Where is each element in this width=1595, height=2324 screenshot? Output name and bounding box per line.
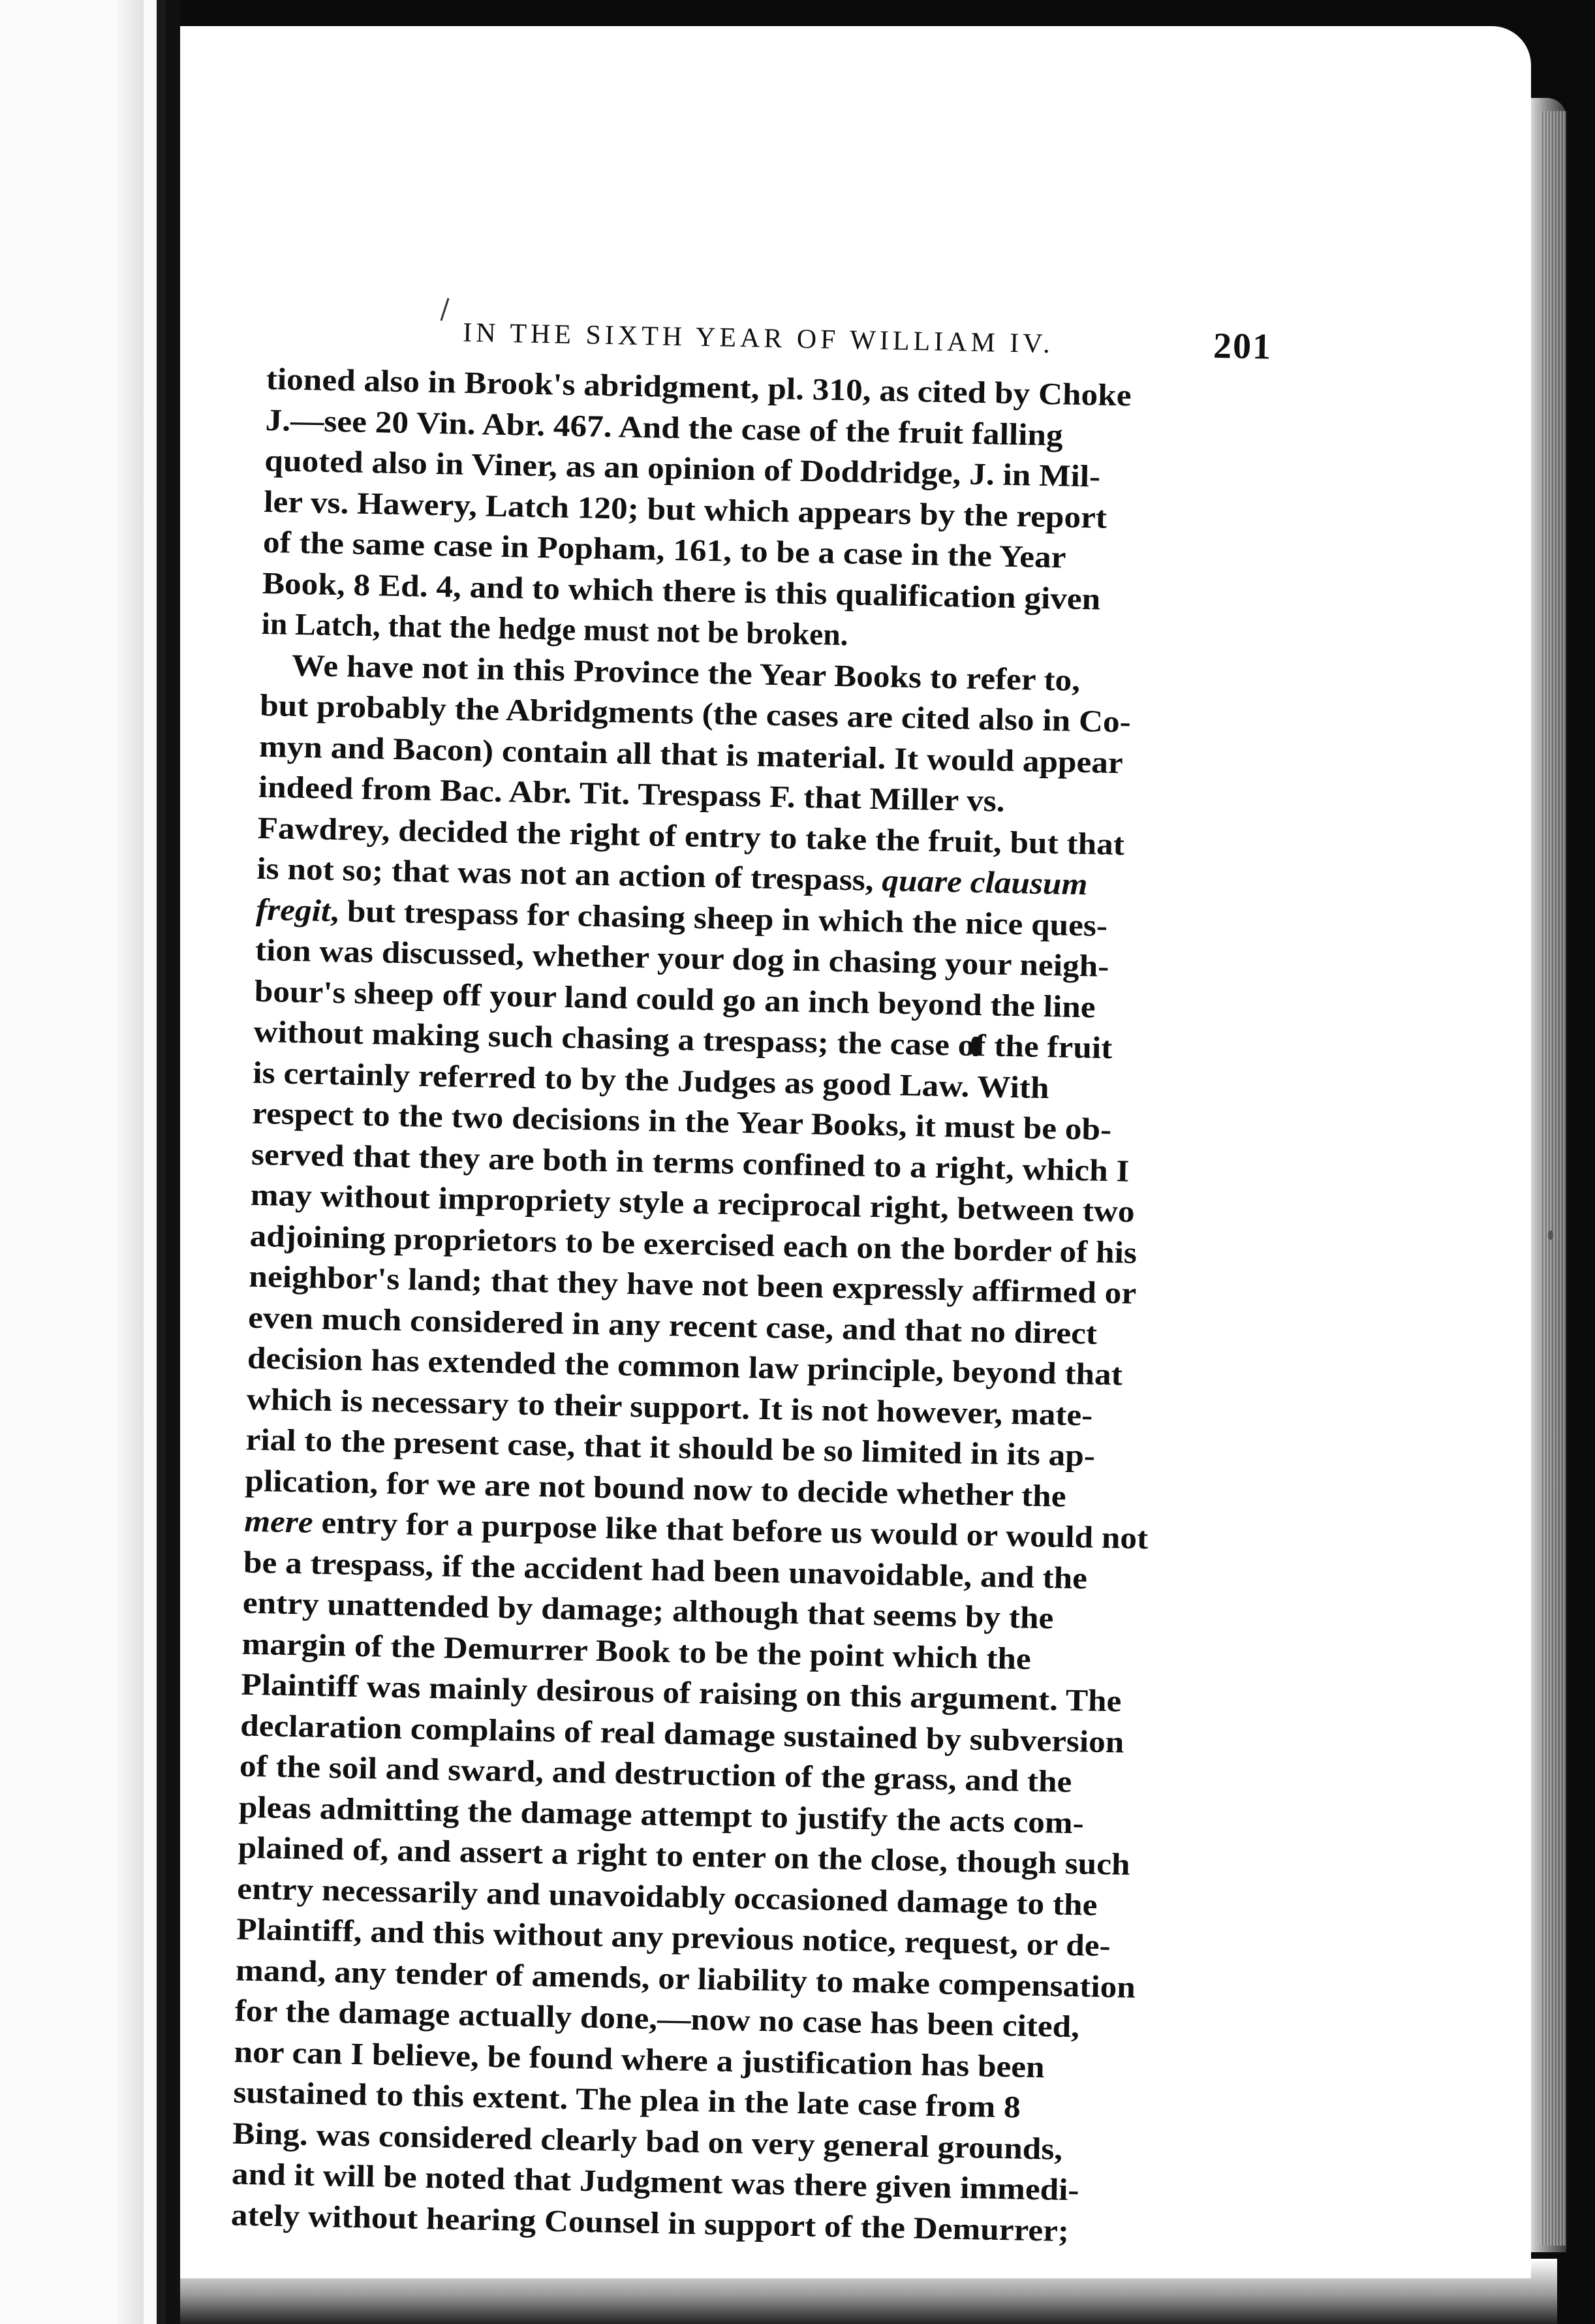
text-line: decision has extended the common law principle, beyond that: [247, 1341, 1123, 1392]
text-line: plication, for we are not bound now to decide whether the: [244, 1464, 1067, 1514]
text-line: Plaintiff, and this without any previous notice, request, or de-: [236, 1912, 1111, 1964]
text-line: indeed from Bac. Abr. Tit. Trespass F. that Miller vs.: [258, 770, 1006, 819]
text-line: tioned also in Brook's abridgment, pl. 310, as cited by Choke: [266, 362, 1132, 413]
text-line: margin of the Demurrer Book to be the point which the: [241, 1627, 1032, 1676]
text-line: neighbor's land; that they have not been expressly affirmed or: [248, 1259, 1137, 1311]
text-line: fregit, but trespass for chasing sheep in which the nice ques-: [255, 892, 1108, 943]
text-line: Plaintiff was mainly desirous of raising on this argument. The: [240, 1667, 1122, 1719]
text-line: plained of, and assert a right to enter on the close, though such: [238, 1830, 1131, 1882]
text-line: nor can I believe, be found where a justification has been: [234, 2035, 1045, 2084]
facing-page-shadow: [117, 0, 144, 2324]
text-line: pleas admitting the damage attempt to justify the acts com-: [238, 1790, 1085, 1840]
text-line: adjoining proprietors to be exercised each on the border of his: [249, 1219, 1138, 1270]
text-line: without making such chasing a trespass; the case of the fruit: [253, 1014, 1113, 1066]
text-line: Fawdrey, decided the right of entry to take the fruit, but that: [257, 811, 1125, 862]
text-line: mere entry for a purpose like that before us would or would not: [243, 1504, 1149, 1556]
text-line: ler vs. Hawery, Latch 120; but which appears by the report: [263, 484, 1107, 535]
text-line: of the soil and sward, and destruction of the grass, and the: [239, 1749, 1072, 1800]
text-line: declaration complains of real damage sustained by subversion: [240, 1708, 1124, 1760]
text-line: rial to the present case, that it should be so limited in its ap-: [245, 1422, 1096, 1473]
text-line: entry necessarily and unavoidably occasioned damage to the: [236, 1872, 1098, 1923]
text-line: myn and Bacon) contain all that is material. It would appear: [258, 729, 1124, 780]
text-line: Book, 8 Ed. 4, and to which there is this qualification given: [262, 566, 1101, 617]
text-line: entry unattended by damage; although that seems by the: [242, 1586, 1054, 1636]
text-line: of the same case in Popham, 161, to be a case in the Year: [262, 525, 1066, 575]
text-line: is not so; that was not an action of trespass, quare clausum: [256, 851, 1088, 902]
text-line: and it will be noted that Judgment was there given immedi-: [231, 2157, 1080, 2208]
text-line: which is necessary to their support. It is not however, mate-: [246, 1382, 1093, 1433]
text-line: in Latch, that the hedge must not be broken.: [261, 606, 849, 653]
text-line: but probably the Abridgments (the cases are cited also in Co-: [259, 688, 1132, 740]
text-line-paragraph-start: We have not in this Province the Year Books to refer to,: [291, 648, 1081, 698]
text-line: be a trespass, if the accident had been unavoidable, and the: [243, 1545, 1088, 1595]
text-line: may without impropriety style a reciprocal right, between two: [250, 1178, 1136, 1229]
text-line: bour's sheep off your land could go an inch beyond the line: [254, 974, 1096, 1025]
text-line: tion was discussed, whether your dog in chasing your neigh-: [255, 933, 1109, 984]
text-line: served that they are both in terms confined to a right, which I: [251, 1137, 1130, 1189]
page-number: 201: [1213, 325, 1273, 368]
ink-spot-small: [1548, 1231, 1553, 1240]
running-head-title: IN THE SIXTH YEAR OF WILLIAM IV.: [462, 317, 1055, 360]
text-line: ately without hearing Counsel in support of the Demurrer;: [230, 2197, 1070, 2248]
text-line: for the damage actually done,—now no case has been cited,: [234, 1994, 1080, 2045]
body-text: [230, 359, 1265, 2255]
text-line: is certainly referred to by the Judges as good Law. With: [252, 1056, 1050, 1105]
text-line: sustained to this extent. The plea in the late case from 8: [232, 2075, 1021, 2125]
text-line: even much considered in any recent case, and that no direct: [247, 1300, 1098, 1351]
text-line: Bing. was considered clearly bad on very general grounds,: [232, 2116, 1063, 2167]
text-line: mand, any tender of amends, or liability to make compensation: [235, 1953, 1136, 2005]
text-line: respect to the two decisions in the Year Books, it must be ob-: [251, 1096, 1112, 1148]
text-line: quoted also in Viner, as an opinion of Doddridge, J. in Mil-: [264, 443, 1101, 494]
page-text-block: [230, 307, 1273, 2255]
text-line: J.—see 20 Vin. Abr. 467. And the case of the fruit falling: [265, 403, 1064, 452]
book-gutter: [166, 0, 180, 2324]
page-stack-lines: [1540, 111, 1566, 2246]
